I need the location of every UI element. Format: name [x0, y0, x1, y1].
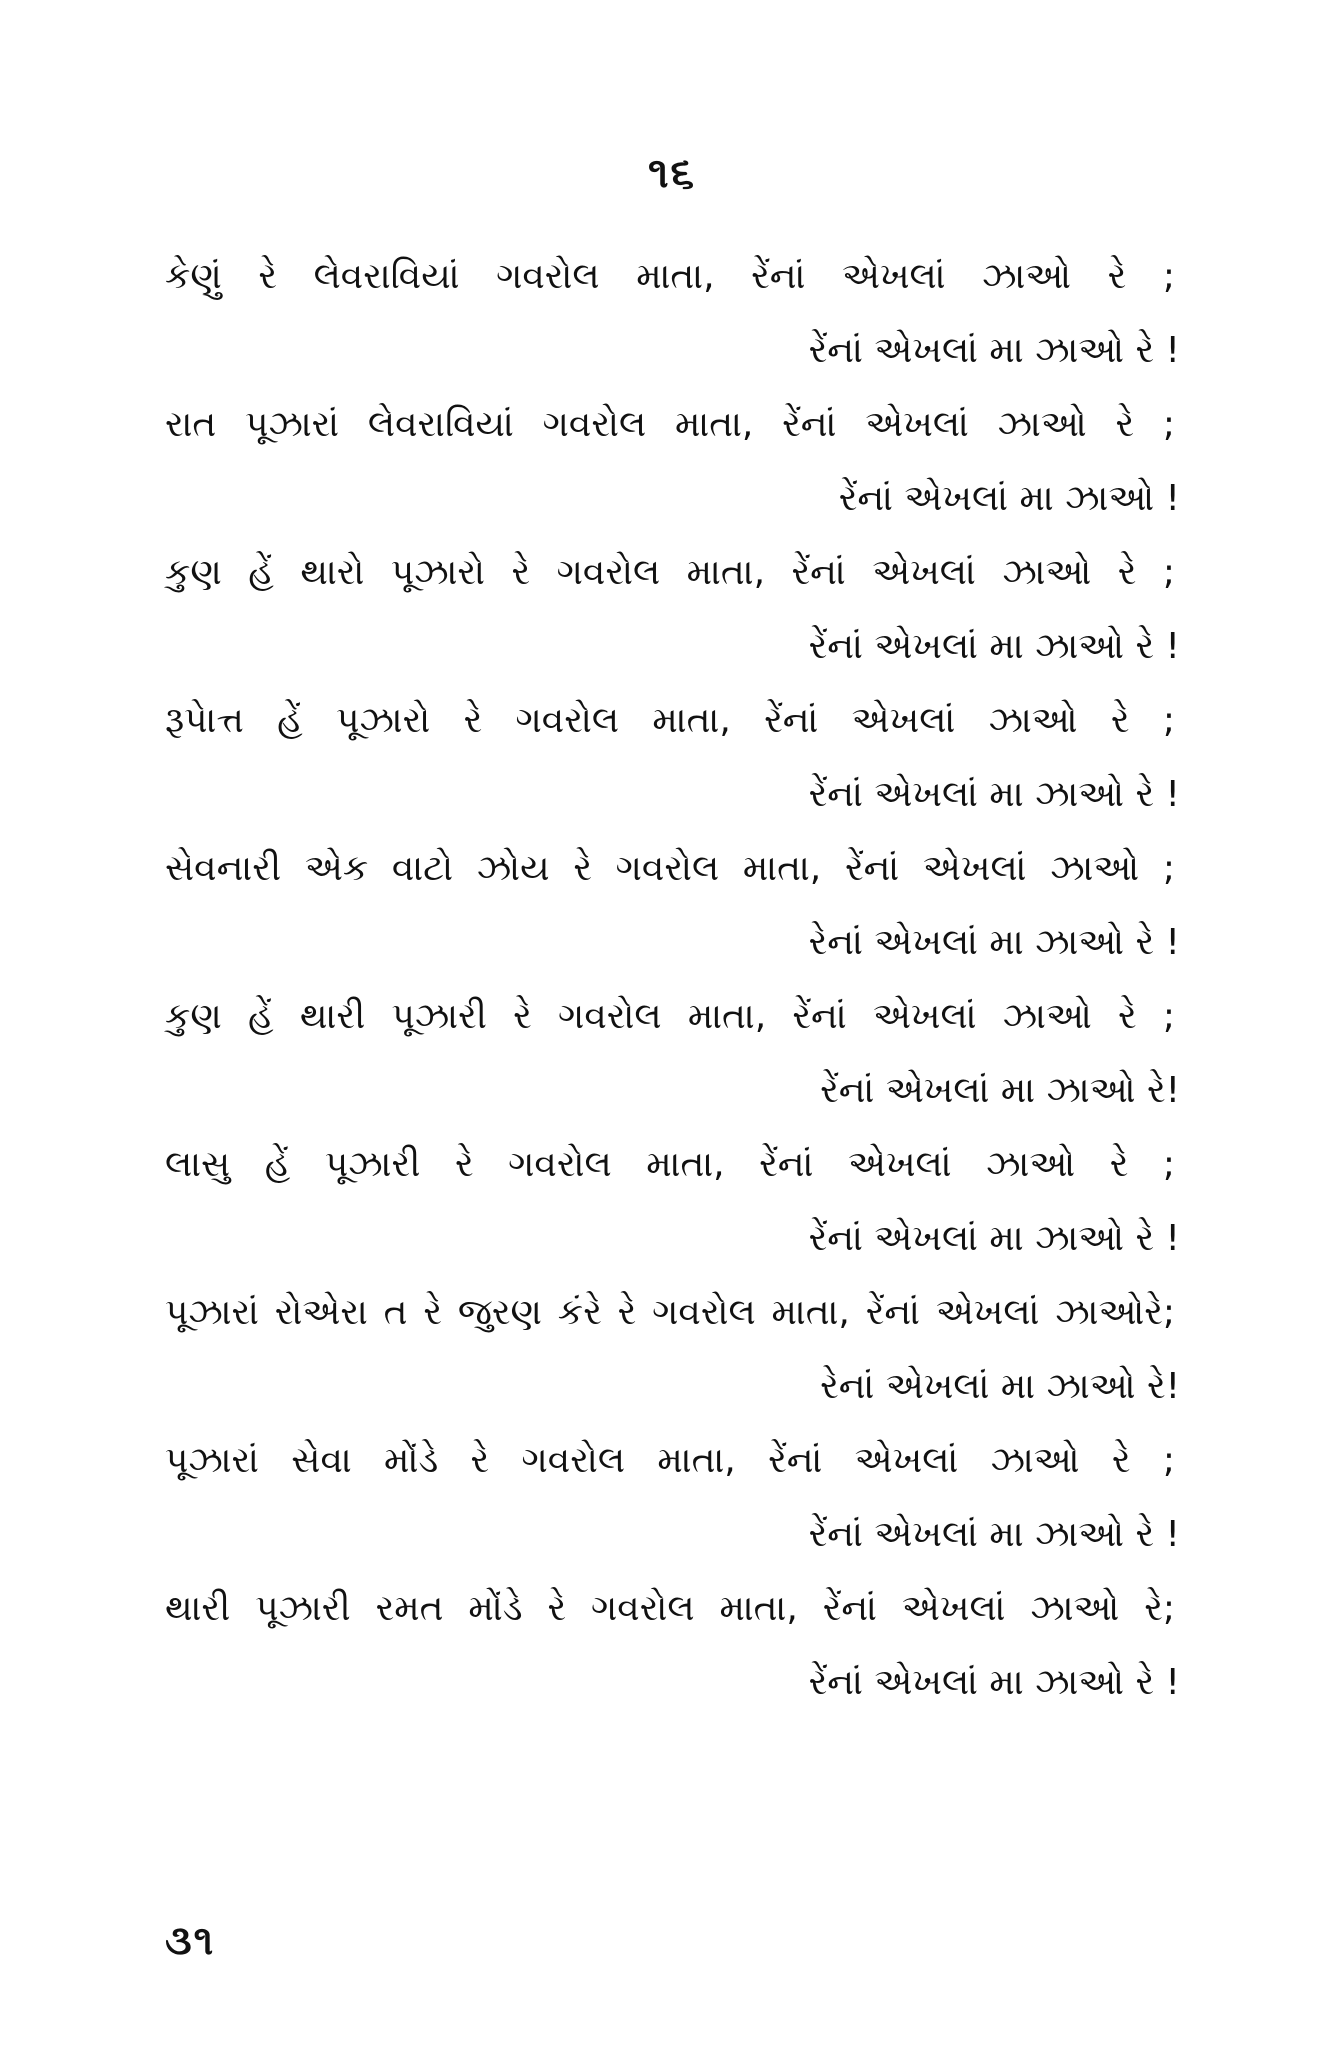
- verse-line: થારી પૂઝારી રમત મોંડે રે ગવરોલ માતા, રેંનાં એખલાં ઝાઓ રે;: [165, 1588, 1175, 1629]
- verse-line: રાત પૂઝારાં લેવરાવિયાં ગવરોલ માતા, રેંનાં એખલાં ઝાઓ રે ;: [165, 404, 1175, 445]
- verse-line: કુણ હેં થારો પૂઝારો રે ગવરોલ માતા, રેંનાં એખલાં ઝાઓ રે ;: [165, 552, 1175, 593]
- stanza: [0, 832, 1344, 980]
- verse-line: પૂઝારાં સેવા મોંડે રે ગવરોલ માતા, રેંનાં એખલાં ઝાઓ રે ;: [165, 1440, 1175, 1481]
- verse-line: સેવનારી એક વાટો ઝોય રે ગવરોલ માતા, રેંનાં એખલાં ઝાઓ ;: [165, 848, 1175, 889]
- page-header-number: ૧૬: [647, 148, 697, 197]
- stanza: [0, 1572, 1344, 1720]
- stanza: [0, 1424, 1344, 1572]
- refrain-line: રેંનાં એખલાં મા ઝાઓ !: [838, 478, 1180, 519]
- refrain-line: રેંનાં એખલાં મા ઝાઓ રે !: [808, 1218, 1180, 1259]
- stanza: [0, 536, 1344, 684]
- stanza: [0, 240, 1344, 388]
- stanza: [0, 1128, 1344, 1276]
- refrain-line: રેંનાં એખલાં મા ઝાઓ રે !: [808, 1514, 1180, 1555]
- refrain-line: રેંનાં એખલાં મા ઝાઓ રે !: [808, 330, 1180, 371]
- stanza: [0, 388, 1344, 536]
- refrain-line: રેંનાં એખલાં મા ઝાઓ રે!: [820, 1070, 1180, 1111]
- song-verses: [0, 240, 1344, 1720]
- stanza: [0, 684, 1344, 832]
- stanza: [0, 980, 1344, 1128]
- verse-line: પૂઝારાં રોએરા ત રે જુરણ કંરે રે ગવરોલ માતા, રેંનાં એખલાં ઝાઓરે;: [165, 1292, 1175, 1333]
- stanza: [0, 1276, 1344, 1424]
- refrain-line: રેનાં એખલાં મા ઝાઓ રે!: [820, 1366, 1180, 1407]
- verse-line: કુણ હેં થારી પૂઝારી રે ગવરોલ માતા, રેંનાં એખલાં ઝાઓ રે ;: [165, 996, 1175, 1037]
- verse-line: લાસુ હેં પૂઝારી રે ગવરોલ માતા, રેંનાં એખલાં ઝાઓ રે ;: [165, 1144, 1175, 1185]
- verse-line: કેણું રે લેવરાવિયાં ગવરોલ માતા, રેંનાં એખલાં ઝાઓ રે ;: [165, 256, 1175, 297]
- refrain-line: રેનાં એખલાં મા ઝાઓ રે !: [808, 922, 1180, 963]
- verse-line: રૂપેાત્ત હેં પૂઝારો રે ગવરોલ માતા, રેંનાં એખલાં ઝાઓ રે ;: [165, 700, 1175, 741]
- refrain-line: રેંનાં એખલાં મા ઝાઓ રે !: [808, 626, 1180, 667]
- refrain-line: રેંનાં એખલાં મા ઝાઓ રે !: [808, 1662, 1180, 1703]
- refrain-line: રેંનાં એખલાં મા ઝાઓ રે !: [808, 774, 1180, 815]
- page-footer-number: ૩૧: [165, 1918, 216, 1964]
